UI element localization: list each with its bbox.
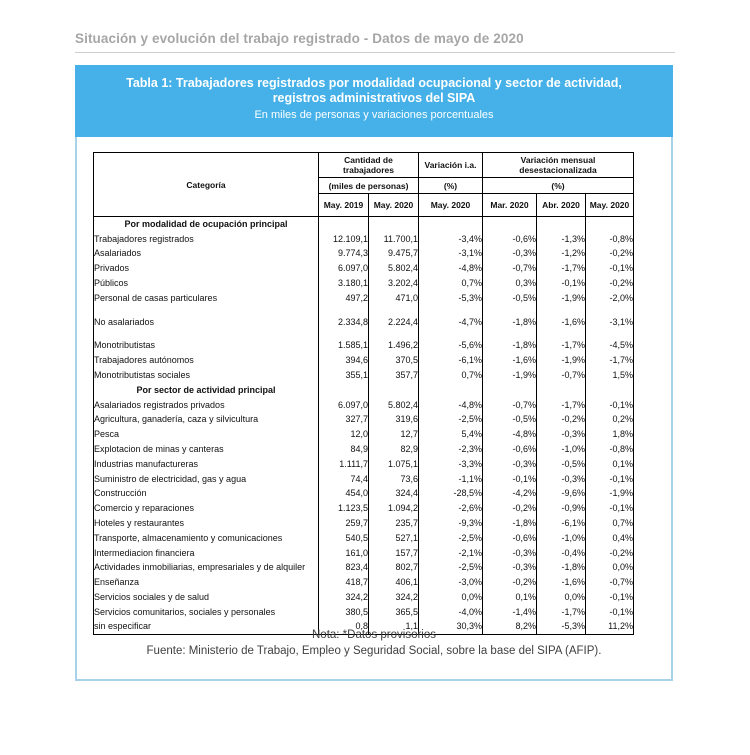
cell-value: 84,9 bbox=[319, 442, 369, 457]
cell-value: 5,4% bbox=[419, 427, 483, 442]
cell-value: 1,1 bbox=[369, 619, 419, 634]
cell-value: -2,5% bbox=[419, 412, 483, 427]
row-label: Hoteles y restaurantes bbox=[94, 516, 319, 531]
cell-value: 73,6 bbox=[369, 471, 419, 486]
cell-value: 1.585,1 bbox=[319, 338, 369, 353]
cell-value: -1,6% bbox=[537, 575, 586, 590]
cell-value: 11,2% bbox=[586, 619, 634, 634]
cell-value: 6.097,0 bbox=[319, 397, 369, 412]
cell-value: -3,1% bbox=[586, 314, 634, 329]
table-panel bbox=[75, 65, 673, 681]
row-label: Transporte, almacenamiento y comunicaciones bbox=[94, 530, 319, 545]
row-label: Trabajadores autónomos bbox=[94, 353, 319, 368]
cell-value: 1,5% bbox=[586, 368, 634, 383]
table-row bbox=[94, 516, 634, 531]
table-row bbox=[94, 530, 634, 545]
cell-value: -0,1% bbox=[537, 276, 586, 291]
cell-value: -1,2% bbox=[537, 246, 586, 261]
panel-title-bar bbox=[75, 65, 673, 137]
cell-value: 5.802,4 bbox=[369, 261, 419, 276]
cell-value: -1,6% bbox=[483, 353, 537, 368]
table-row bbox=[94, 545, 634, 560]
note-source: Fuente: Ministerio de Trabajo, Empleo y Seguridad Social, sobre la base del SIPA (AFIP). bbox=[146, 645, 602, 657]
cell-value: -1,8% bbox=[483, 338, 537, 353]
table-title-line2: registros administrativos del SIPA bbox=[272, 91, 476, 105]
cell-value: -0,2% bbox=[537, 412, 586, 427]
cell-value: -0,8% bbox=[586, 231, 634, 246]
col-group-variacion-mensual: Variación mensual desestacionalizada bbox=[483, 153, 634, 178]
cell-value: -5,6% bbox=[419, 338, 483, 353]
cell-value: -0,1% bbox=[586, 590, 634, 605]
cell-value: -9,3% bbox=[419, 516, 483, 531]
col-header-may2019: May. 2019 bbox=[319, 194, 369, 217]
cell-value: 1.111,7 bbox=[319, 456, 369, 471]
cell-value: -0,6% bbox=[483, 231, 537, 246]
cell-value: 11.700,1 bbox=[369, 231, 419, 246]
cell-value: -1,6% bbox=[537, 314, 586, 329]
row-label: sin especificar bbox=[94, 619, 319, 634]
table-row bbox=[94, 397, 634, 412]
row-label: Privados bbox=[94, 261, 319, 276]
cell-value: -3,4% bbox=[419, 231, 483, 246]
cell-value: -0,5% bbox=[537, 456, 586, 471]
cell-value: -2,3% bbox=[419, 442, 483, 457]
cell-value: 0,3% bbox=[483, 276, 537, 291]
cell-value: -0,2% bbox=[483, 501, 537, 516]
table-row bbox=[94, 261, 634, 276]
row-label: Públicos bbox=[94, 276, 319, 291]
cell-value: 357,7 bbox=[369, 368, 419, 383]
row-label: Asalariados bbox=[94, 246, 319, 261]
row-label: Asalariados registrados privados bbox=[94, 397, 319, 412]
cell-value: -3,1% bbox=[419, 246, 483, 261]
cell-value: 1.075,1 bbox=[369, 456, 419, 471]
cell-value: 0,8 bbox=[319, 619, 369, 634]
cell-value: 74,4 bbox=[319, 471, 369, 486]
cell-value: 355,1 bbox=[319, 368, 369, 383]
cell-value: -6,1% bbox=[419, 353, 483, 368]
cell-value: 9.475,7 bbox=[369, 246, 419, 261]
row-label: Monotributistas sociales bbox=[94, 368, 319, 383]
cell-value: 1.496,2 bbox=[369, 338, 419, 353]
cell-value: -28,5% bbox=[419, 486, 483, 501]
col-header-abr2020: Abr. 2020 bbox=[537, 194, 586, 217]
table-row bbox=[94, 486, 634, 501]
cell-value: 319,6 bbox=[369, 412, 419, 427]
cell-value: 327,7 bbox=[319, 412, 369, 427]
cell-value: -0,1% bbox=[586, 261, 634, 276]
table-row bbox=[94, 314, 634, 329]
table-notes bbox=[77, 627, 671, 659]
cell-value: -1,7% bbox=[586, 353, 634, 368]
cell-value: 0,2% bbox=[586, 412, 634, 427]
table-row bbox=[94, 471, 634, 486]
cell-value: -6,1% bbox=[537, 516, 586, 531]
cell-value: -1,9% bbox=[586, 486, 634, 501]
cell-value: -2,5% bbox=[419, 560, 483, 575]
cell-value: 235,7 bbox=[369, 516, 419, 531]
cell-value: -5,3% bbox=[537, 619, 586, 634]
cell-value: 30,3% bbox=[419, 619, 483, 634]
cell-value: 0,1% bbox=[483, 590, 537, 605]
table-row bbox=[94, 368, 634, 383]
row-label: Construcción bbox=[94, 486, 319, 501]
row-label: Actividades inmobiliarias, empresariales y de alquiler bbox=[94, 560, 319, 575]
cell-value: -2,6% bbox=[419, 501, 483, 516]
col-header-may2020-ia: May. 2020 bbox=[419, 194, 483, 217]
row-label: Explotacion de minas y canteras bbox=[94, 442, 319, 457]
cell-value: 324,2 bbox=[319, 590, 369, 605]
cell-value: -0,3% bbox=[483, 560, 537, 575]
cell-value: -0,6% bbox=[483, 442, 537, 457]
cell-value: -2,1% bbox=[419, 545, 483, 560]
section-title: Por sector de actividad principal bbox=[94, 382, 319, 397]
cell-value: 12,0 bbox=[319, 427, 369, 442]
cell-value: 0,4% bbox=[586, 530, 634, 545]
cell-value: -0,2% bbox=[586, 246, 634, 261]
cell-value: 0,1% bbox=[586, 456, 634, 471]
col-header-mar2020: Mar. 2020 bbox=[483, 194, 537, 217]
section-header-row bbox=[94, 382, 634, 397]
table-body bbox=[94, 217, 634, 635]
table-row bbox=[94, 290, 634, 305]
cell-value: -1,3% bbox=[537, 231, 586, 246]
cell-value: 0,7% bbox=[419, 368, 483, 383]
table-row bbox=[94, 427, 634, 442]
cell-value: -3,3% bbox=[419, 456, 483, 471]
cell-value: 2.334,8 bbox=[319, 314, 369, 329]
cell-value: 823,4 bbox=[319, 560, 369, 575]
spacer-row bbox=[94, 305, 634, 314]
cell-value: -0,3% bbox=[537, 471, 586, 486]
cell-value: -0,3% bbox=[483, 545, 537, 560]
cell-value: -0,1% bbox=[586, 501, 634, 516]
cell-value: -0,6% bbox=[483, 530, 537, 545]
cell-value: -4,8% bbox=[419, 397, 483, 412]
table-row bbox=[94, 246, 634, 261]
table-row bbox=[94, 590, 634, 605]
row-label: Trabajadores registrados bbox=[94, 231, 319, 246]
cell-value: 0,0% bbox=[419, 590, 483, 605]
col-subheader-miles: (miles de personas) bbox=[319, 178, 419, 194]
cell-value: 0,7% bbox=[419, 276, 483, 291]
cell-value: -1,7% bbox=[537, 604, 586, 619]
cell-value: -1,7% bbox=[537, 397, 586, 412]
cell-value: 540,5 bbox=[319, 530, 369, 545]
col-header-may2020-cantidad: May. 2020 bbox=[369, 194, 419, 217]
table-row bbox=[94, 604, 634, 619]
cell-value: 9.774,3 bbox=[319, 246, 369, 261]
cell-value: 497,2 bbox=[319, 290, 369, 305]
cell-value: -0,2% bbox=[483, 575, 537, 590]
cell-value: 12,7 bbox=[369, 427, 419, 442]
cell-value: -0,1% bbox=[586, 604, 634, 619]
cell-value: 380,5 bbox=[319, 604, 369, 619]
cell-value: -1,1% bbox=[419, 471, 483, 486]
cell-value: -1,8% bbox=[483, 516, 537, 531]
cell-value: 527,1 bbox=[369, 530, 419, 545]
cell-value: 365,5 bbox=[369, 604, 419, 619]
row-label: Enseñanza bbox=[94, 575, 319, 590]
table-subtitle: En miles de personas y variaciones porcentuales bbox=[254, 109, 494, 121]
cell-value: -1,8% bbox=[537, 560, 586, 575]
cell-value: -0,7% bbox=[537, 368, 586, 383]
cell-value: -0,7% bbox=[586, 575, 634, 590]
cell-value: 161,0 bbox=[319, 545, 369, 560]
table-header bbox=[94, 153, 634, 217]
cell-value: -0,2% bbox=[586, 276, 634, 291]
cell-value: -1,9% bbox=[537, 290, 586, 305]
cell-value: 5.802,4 bbox=[369, 397, 419, 412]
table-row bbox=[94, 412, 634, 427]
cell-value: 406,1 bbox=[369, 575, 419, 590]
cell-value: 8,2% bbox=[483, 619, 537, 634]
row-label: Personal de casas particulares bbox=[94, 290, 319, 305]
cell-value: 370,5 bbox=[369, 353, 419, 368]
cell-value: -0,2% bbox=[586, 545, 634, 560]
col-header-may2020-mensual: May. 2020 bbox=[586, 194, 634, 217]
cell-value: 1.094,2 bbox=[369, 501, 419, 516]
cell-value: 3.202,4 bbox=[369, 276, 419, 291]
col-subheader-pct-mensual: (%) bbox=[483, 178, 634, 194]
cell-value: 802,7 bbox=[369, 560, 419, 575]
cell-value: -0,3% bbox=[483, 456, 537, 471]
cell-value: -4,8% bbox=[483, 427, 537, 442]
table-title-line1: Tabla 1: Trabajadores registrados por modalidad ocupacional y sector de actividad, bbox=[126, 76, 622, 90]
table-row bbox=[94, 501, 634, 516]
cell-value: -0,5% bbox=[483, 412, 537, 427]
section-header-row bbox=[94, 217, 634, 232]
section-title: Por modalidad de ocupación principal bbox=[94, 217, 319, 232]
cell-value: 12.109,1 bbox=[319, 231, 369, 246]
table-row bbox=[94, 338, 634, 353]
col-header-category: Categoría bbox=[94, 153, 319, 217]
cell-value: -0,1% bbox=[483, 471, 537, 486]
cell-value: -0,1% bbox=[586, 397, 634, 412]
row-label: Servicios sociales y de salud bbox=[94, 590, 319, 605]
cell-value: -4,5% bbox=[586, 338, 634, 353]
cell-value: 259,7 bbox=[319, 516, 369, 531]
cell-value: -0,7% bbox=[483, 261, 537, 276]
cell-value: 0,0% bbox=[586, 560, 634, 575]
cell-value: 2.224,4 bbox=[369, 314, 419, 329]
row-label: Pesca bbox=[94, 427, 319, 442]
row-label: Agricultura, ganadería, caza y silvicultura bbox=[94, 412, 319, 427]
cell-value: 0,0% bbox=[537, 590, 586, 605]
cell-value: -4,7% bbox=[419, 314, 483, 329]
cell-value: -0,7% bbox=[483, 397, 537, 412]
cell-value: 394,6 bbox=[319, 353, 369, 368]
row-label: Industrias manufactureras bbox=[94, 456, 319, 471]
cell-value: -9,6% bbox=[537, 486, 586, 501]
table-row bbox=[94, 575, 634, 590]
cell-value: -4,0% bbox=[419, 604, 483, 619]
cell-value: -1,7% bbox=[537, 338, 586, 353]
spacer-row bbox=[94, 329, 634, 338]
col-subheader-pct-ia: (%) bbox=[419, 178, 483, 194]
cell-value: -1,9% bbox=[483, 368, 537, 383]
col-group-cantidad: Cantidad de trabajadores bbox=[319, 153, 419, 178]
table-row bbox=[94, 231, 634, 246]
row-label: Intermediacion financiera bbox=[94, 545, 319, 560]
row-label: No asalariados bbox=[94, 314, 319, 329]
table-row bbox=[94, 456, 634, 471]
cell-value: 1,8% bbox=[586, 427, 634, 442]
cell-value: 1.123,5 bbox=[319, 501, 369, 516]
cell-value: 418,7 bbox=[319, 575, 369, 590]
cell-value: -4,2% bbox=[483, 486, 537, 501]
table-row bbox=[94, 442, 634, 457]
cell-value: 6.097,0 bbox=[319, 261, 369, 276]
cell-value: -4,8% bbox=[419, 261, 483, 276]
row-label: Monotributistas bbox=[94, 338, 319, 353]
table-row bbox=[94, 276, 634, 291]
cell-value: -0,3% bbox=[483, 246, 537, 261]
table-row bbox=[94, 353, 634, 368]
cell-value: -5,3% bbox=[419, 290, 483, 305]
row-label: Suministro de electricidad, gas y agua bbox=[94, 471, 319, 486]
table-row bbox=[94, 560, 634, 575]
cell-value: 324,2 bbox=[369, 590, 419, 605]
page-title: Situación y evolución del trabajo registrado - Datos de mayo de 2020 bbox=[75, 31, 524, 46]
cell-value: 3.180,1 bbox=[319, 276, 369, 291]
cell-value: 471,0 bbox=[369, 290, 419, 305]
cell-value: -1,9% bbox=[537, 353, 586, 368]
cell-value: -0,4% bbox=[537, 545, 586, 560]
cell-value: 0,7% bbox=[586, 516, 634, 531]
cell-value: -1,7% bbox=[537, 261, 586, 276]
header-divider bbox=[75, 52, 675, 53]
data-table bbox=[93, 152, 634, 635]
cell-value: 324,4 bbox=[369, 486, 419, 501]
cell-value: -0,9% bbox=[537, 501, 586, 516]
cell-value: -2,5% bbox=[419, 530, 483, 545]
cell-value: -1,4% bbox=[483, 604, 537, 619]
cell-value: -1,0% bbox=[537, 530, 586, 545]
cell-value: -1,8% bbox=[483, 314, 537, 329]
cell-value: 454,0 bbox=[319, 486, 369, 501]
col-group-variacion-ia: Variación i.a. bbox=[419, 153, 483, 178]
cell-value: -0,8% bbox=[586, 442, 634, 457]
cell-value: 82,9 bbox=[369, 442, 419, 457]
cell-value: -2,0% bbox=[586, 290, 634, 305]
cell-value: -0,5% bbox=[483, 290, 537, 305]
row-label: Servicios comunitarios, sociales y personales bbox=[94, 604, 319, 619]
row-label: Comercio y reparaciones bbox=[94, 501, 319, 516]
cell-value: -3,0% bbox=[419, 575, 483, 590]
note-provisional: Nota: *Datos provisorios bbox=[312, 629, 436, 641]
cell-value: -1,0% bbox=[537, 442, 586, 457]
cell-value: -0,1% bbox=[586, 471, 634, 486]
cell-value: -0,3% bbox=[537, 427, 586, 442]
cell-value: 157,7 bbox=[369, 545, 419, 560]
